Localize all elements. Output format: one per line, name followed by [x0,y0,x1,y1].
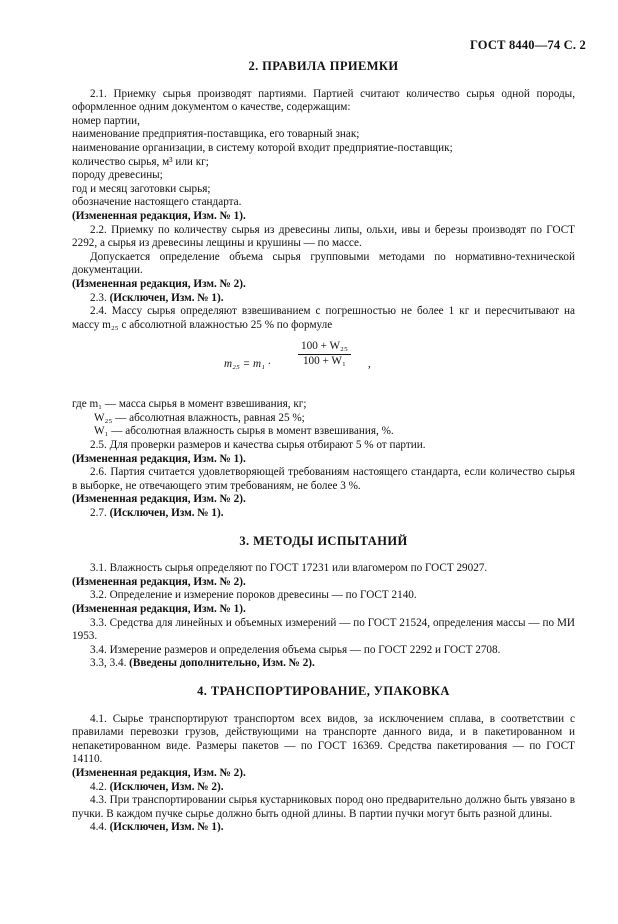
formula-fraction [298,340,351,368]
clause-2-7 [72,507,575,521]
formula-legend: W₁ — абсолютная влажность сырья в момент взвешивания, %. [94,425,394,438]
formula-numerator: 100 + W₂₅ [298,340,351,355]
formula-legend: где m₁ — масса сырья в момент взвешивания, кг; [72,398,307,411]
clause-text: (Введены дополнительно, Изм. № 2). [129,657,315,670]
clause-2-2: 2.2. Приемку по количеству сырья из древесины липы, ольхи, ивы и березы производят по ГОСТ 2292, а сырья из древесины лещины и крушины — по массе. [72,223,575,250]
formula-comma: , [368,358,371,371]
page-header: ГОСТ 8440—74 С. 2 [469,38,586,52]
clause-2-6: 2.6. Партия считается удовлетворяющей требованиям настоящего стандарта, если количество сырья в выборке, не отвечающего этим требованиям, не более 3 %. [72,466,575,492]
clause-number: 2.7. [90,507,107,520]
clause-2-2-note: Допускается определение объема сырья групповыми методами по нормативно-технической документации. [72,250,575,277]
clause-number: 2.3. [90,291,107,304]
clause-text: (Исключен, Изм. № 1). [109,507,224,520]
clause-2-5: 2.5. Для проверки размеров и качества сырья отбирают 5 % от партии. [90,439,426,452]
document-body [72,60,575,835]
clause-number: 4.2. [90,780,107,793]
list-item: год и месяц заготовки сырья; [72,182,211,195]
section-3-title: 3. МЕТОДЫ ИСПЫТАНИЙ [239,533,408,548]
list-item: номер партии, [72,114,140,127]
clause-3-2: 3.2. Определение и измерение пороков древесины — по ГОСТ 2140. [90,589,417,602]
mass-formula [72,338,575,392]
clause-text: (Исключен, Изм. № 1). [109,821,224,834]
clause-4-2 [72,781,575,795]
amendment-note: (Измененная редакция, Изм. № 1). [72,603,246,615]
clause-4-1: 4.1. Сырье транспортируют транспортом всех видов, за исключением сплава, в соответствии с правилами перевозки грузов, действующими на транспорте данного вида, и в пакетированном и непакетированном виде. Размеры пакетов — по ГОСТ 16369. Средства пакетирования — по ГОСТ 14110. [72,712,575,766]
clause-2-3 [72,292,575,306]
clause-3-3-3-4 [72,657,575,671]
clause-4-3: 4.3. При транспортировании сырья кустарниковых пород оно предварительно должно быть увязано в пучки. В каждом пучке сырье должно быть одной длины. В партии пучки могут быть разной длины. [72,794,575,820]
list-item: количество сырья, м³ или кг; [72,155,209,168]
formula-lhs: m₂₅ = m₁ · [224,358,271,371]
clause-number: 4.4. [90,821,107,834]
clause-2-4: 2.4. Массу сырья определяют взвешиванием с погрешностью не более 1 кг и пересчитывают на массу m₂₅ с абсолютной влажностью 25 % по формуле [72,305,575,331]
list-item: обозначение настоящего стандарта. [72,196,242,209]
clause-4-4 [72,821,575,835]
formula-denominator: 100 + W₁ [302,354,346,367]
clause-text: (Исключен, Изм. № 2). [109,780,224,793]
amendment-note: (Измененная редакция, Изм. № 1). [72,452,246,465]
clause-number: 3.3, 3.4. [90,657,127,670]
formula-legend: W₂₅ — абсолютная влажность, равная 25 %; [94,411,305,424]
section-4-title: 4. ТРАНСПОРТИРОВАНИЕ, УПАКОВКА [197,683,450,698]
clause-text: (Исключен, Изм. № 1). [109,291,224,304]
amendment-note: (Измененная редакция, Изм. № 2). [72,575,246,588]
amendment-note: (Измененная редакция, Изм. № 2). [72,766,246,779]
clause-3-4: 3.4. Измерение размеров и определения объема сырья — по ГОСТ 2292 и ГОСТ 2708. [90,643,501,656]
list-item: породу древесины; [72,169,163,182]
list-item: наименование предприятия-поставщика, его товарный знак; [72,128,360,141]
section-2-title: 2. ПРАВИЛА ПРИЕМКИ [248,59,399,73]
amendment-note: (Измененная редакция, Изм. № 2). [72,493,246,506]
clause-2-1: 2.1. Приемку сырья производят партиями. Партией считают количество сырья одной породы, оформленное одним документом о качестве, содержащим: [72,87,575,114]
amendment-note: (Измененная редакция, Изм. № 1). [72,209,246,222]
clause-3-1: 3.1. Влажность сырья определяют по ГОСТ 17231 или влагомером по ГОСТ 29027. [90,562,488,575]
amendment-note: (Измененная редакция, Изм. № 2). [72,277,246,290]
clause-3-3: 3.3. Средства для линейных и объемных измерений — по ГОСТ 21524, определения массы — по МИ 1953. [72,616,575,643]
list-item: наименование организации, в систему которой входит предприятие-поставщик; [72,141,453,154]
